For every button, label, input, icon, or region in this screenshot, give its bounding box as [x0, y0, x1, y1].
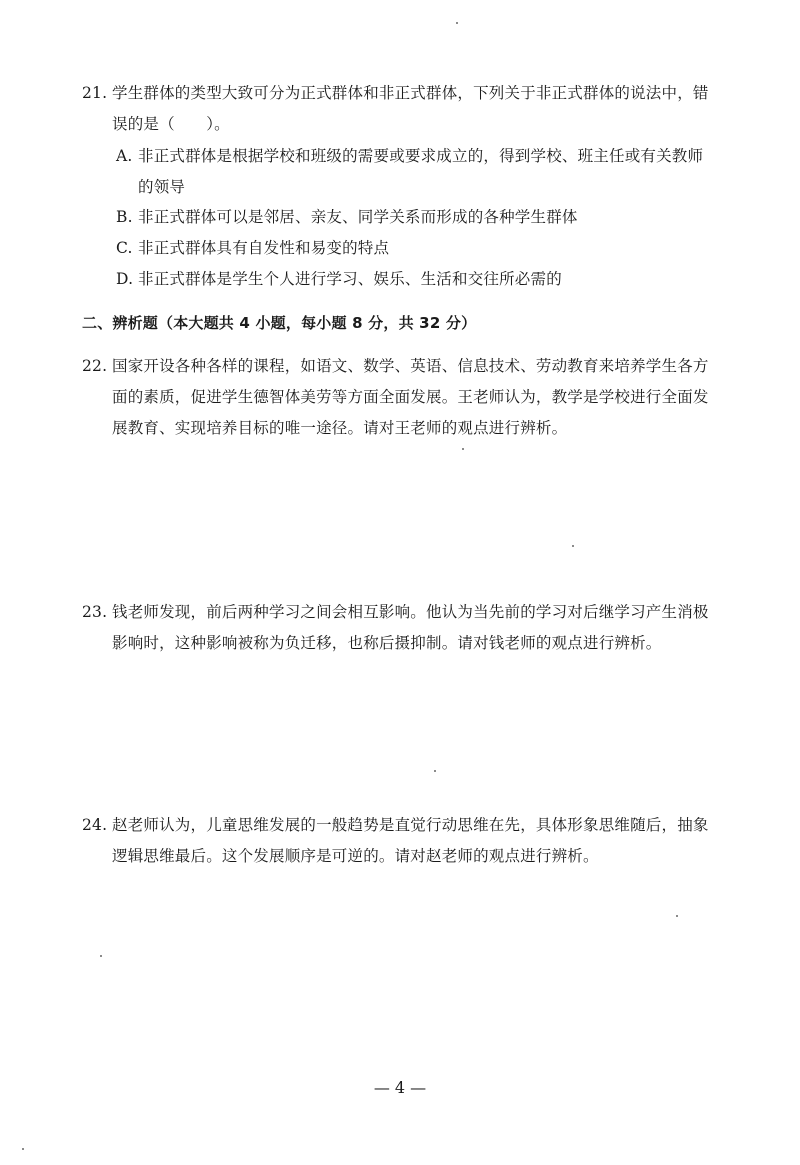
q21-option-d	[116, 268, 562, 290]
page-number: — 4 —	[373, 1078, 427, 1097]
section2-heading: 二、辨析题（本大题共 4 小题，每小题 8 分，共 32 分）	[82, 314, 477, 332]
q21-option-a-label: A.	[116, 147, 133, 165]
q23-number: 23.	[82, 603, 108, 621]
scan-speck	[100, 955, 102, 957]
q21-option-d-text: 非正式群体是学生个人进行学习、娱乐、生活和交往所必需的	[138, 270, 562, 288]
q22-number: 22.	[82, 357, 108, 375]
q21-option-a-line1	[116, 145, 703, 167]
q21-number: 21.	[82, 84, 108, 102]
q23-line1	[82, 601, 709, 623]
q21-stem-line2: 误的是（ ）。	[112, 115, 230, 133]
q21-option-a-line2: 的领导	[138, 178, 186, 196]
q21-option-a-text1: 非正式群体是根据学校和班级的需要或要求成立的，得到学校、班主任或有关教师	[138, 147, 704, 165]
scan-speck	[22, 1148, 24, 1150]
q22-line3: 展教育、实现培养目标的唯一途径。请对王老师的观点进行辨析。	[112, 419, 568, 437]
q22-line2: 面的素质，促进学生德智体美劳等方面全面发展。王老师认为，教学是学校进行全面发	[112, 388, 709, 406]
q22-text1: 国家开设各种各样的课程，如语文、数学、英语、信息技术、劳动教育来培养学生各方	[112, 357, 709, 375]
scan-speck	[572, 545, 574, 547]
q21-option-d-label: D.	[116, 270, 134, 288]
q21-option-b	[116, 206, 578, 228]
scan-speck	[456, 22, 458, 24]
q21-option-b-label: B.	[116, 208, 133, 226]
q24-line2: 逻辑思维最后。这个发展顺序是可逆的。请对赵老师的观点进行辨析。	[112, 847, 599, 865]
q21-option-c-label: C.	[116, 239, 133, 257]
scan-speck	[462, 448, 464, 450]
scan-speck	[434, 770, 436, 772]
q23-text1: 钱老师发现，前后两种学习之间会相互影响。他认为当先前的学习对后继学习产生消极	[112, 603, 709, 621]
q21-stem-text1: 学生群体的类型大致可分为正式群体和非正式群体，下列关于非正式群体的说法中，错	[112, 84, 709, 102]
q23-line2: 影响时，这种影响被称为负迁移，也称后摄抑制。请对钱老师的观点进行辨析。	[112, 634, 662, 652]
q21-option-c-text: 非正式群体具有自发性和易变的特点	[138, 239, 390, 257]
q21-stem-line1	[82, 82, 709, 104]
q21-option-c	[116, 237, 389, 259]
q24-number: 24.	[82, 816, 108, 834]
q22-line1	[82, 355, 709, 377]
scan-speck	[676, 915, 678, 917]
q24-text1: 赵老师认为，儿童思维发展的一般趋势是直觉行动思维在先，具体形象思维随后，抽象	[112, 816, 709, 834]
q24-line1	[82, 814, 709, 836]
q21-option-b-text: 非正式群体可以是邻居、亲友、同学关系而形成的各种学生群体	[138, 208, 578, 226]
